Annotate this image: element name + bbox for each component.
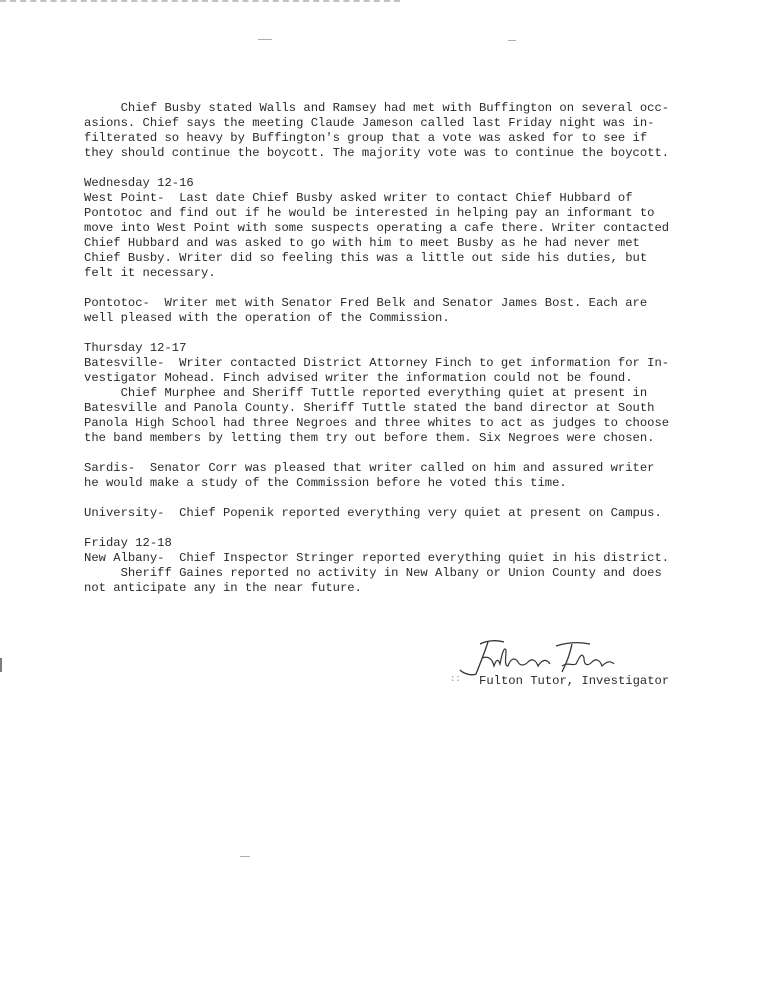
body-line: Pontotoc and find out if he would be interested in helping pay an informant to — [84, 206, 655, 220]
body-line: Chief Busby. Writer did so feeling this was a little out side his duties, but — [84, 251, 648, 265]
scan-top-edge — [0, 0, 400, 5]
scan-mark — [0, 658, 2, 672]
body-line: not anticipate any in the near future. — [84, 581, 362, 595]
paragraph-gap — [84, 521, 699, 536]
body-line: Batesville- Writer contacted District Attorney Finch to get information for In- — [84, 356, 670, 370]
body-line: Batesville and Panola County. Sheriff Tuttle stated the band director at South — [84, 401, 655, 415]
body-line: Wednesday 12-16 — [84, 176, 194, 190]
body-line: they should continue the boycott. The majority vote was to continue the boycott. — [84, 146, 670, 160]
scan-mark — [508, 40, 516, 41]
body-line: Chief Hubbard and was asked to go with him to meet Busby as he had never met — [84, 236, 640, 250]
scan-mark — [258, 39, 272, 40]
body-line: New Albany- Chief Inspector Stringer reported everything quiet in his district. — [84, 551, 670, 565]
paragraph-gap — [84, 161, 699, 176]
paragraph-gap — [84, 446, 699, 461]
body-line: Panola High School had three Negroes and three whites to act as judges to choose — [84, 416, 670, 430]
body-line: filterated so heavy by Buffington's group that a vote was asked for to see if — [84, 131, 648, 145]
paragraph-gap — [84, 491, 699, 506]
report-body — [84, 101, 699, 596]
body-line: the band members by letting them try out before them. Six Negroes were chosen. — [84, 431, 655, 445]
signature-name: Fulton Tutor, Investigator — [479, 674, 670, 688]
paragraph-gap — [84, 326, 699, 341]
body-line: vestigator Mohead. Finch advised writer the information could not be found. — [84, 371, 633, 385]
body-line: felt it necessary. — [84, 266, 216, 280]
body-line: West Point- Last date Chief Busby asked writer to contact Chief Hubbard of — [84, 191, 633, 205]
body-line: Sardis- Senator Corr was pleased that writer called on him and assured writer — [84, 461, 655, 475]
body-line: Pontotoc- Writer met with Senator Fred Belk and Senator James Bost. Each are — [84, 296, 648, 310]
body-line: Sheriff Gaines reported no activity in New Albany or Union County and does — [84, 566, 662, 580]
scan-mark — [240, 856, 250, 857]
signature-dots: :: — [450, 674, 461, 684]
body-line: he would make a study of the Commission before he voted this time. — [84, 476, 567, 490]
body-line: move into West Point with some suspects operating a cafe there. Writer contacted — [84, 221, 670, 235]
body-line: University- Chief Popenik reported everything very quiet at present on Campus. — [84, 506, 662, 520]
body-line: asions. Chief says the meeting Claude Jameson called last Friday night was in- — [84, 116, 655, 130]
body-line: Thursday 12-17 — [84, 341, 187, 355]
body-line: Chief Busby stated Walls and Ramsey had met with Buffington on several occ- — [84, 101, 670, 115]
body-line: Chief Murphee and Sheriff Tuttle reported everything quiet at present in — [84, 386, 648, 400]
body-line: Friday 12-18 — [84, 536, 172, 550]
body-line: well pleased with the operation of the Commission. — [84, 311, 450, 325]
paragraph-gap — [84, 281, 699, 296]
